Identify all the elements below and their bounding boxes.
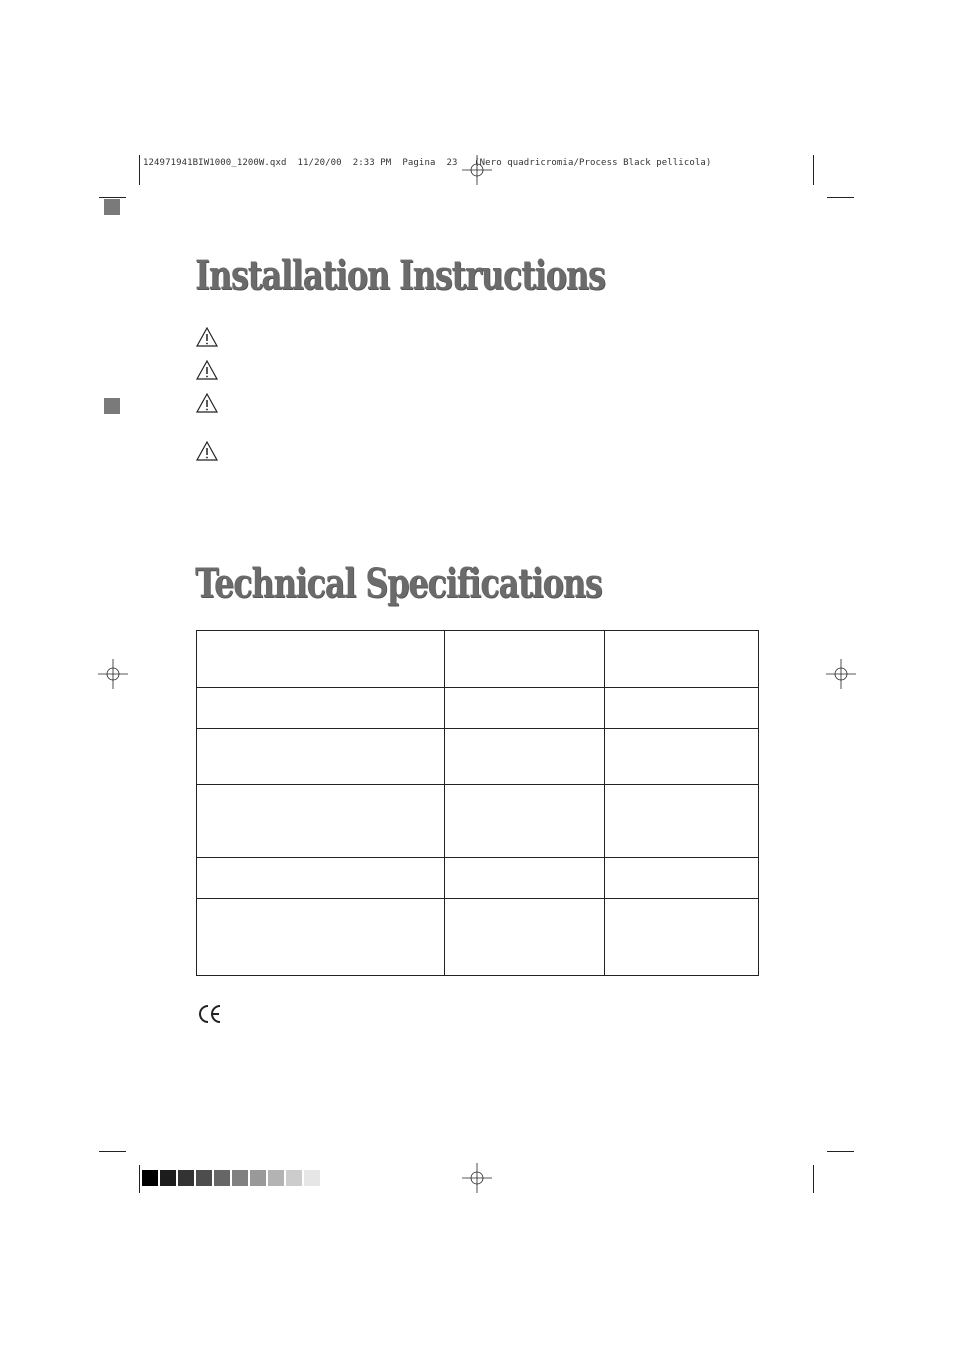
specifications-table bbox=[196, 630, 759, 976]
table-cell bbox=[445, 899, 605, 976]
registration-mark-icon bbox=[462, 1163, 492, 1193]
crop-mark-bottom-left-h bbox=[99, 1151, 126, 1152]
table-cell bbox=[605, 899, 759, 976]
table-cell bbox=[197, 899, 445, 976]
warning-triangle-icon bbox=[196, 327, 218, 347]
color-swatch bbox=[142, 1170, 158, 1186]
color-swatch bbox=[214, 1170, 230, 1186]
slug-line bbox=[143, 158, 711, 168]
color-swatch bbox=[268, 1170, 284, 1186]
page-marker-square bbox=[104, 398, 120, 414]
table-row bbox=[197, 899, 759, 976]
slug-color-info: (Nero quadricromia/Process Black pellicola) bbox=[474, 158, 712, 168]
ce-mark-icon bbox=[197, 1003, 223, 1025]
table-row bbox=[197, 631, 759, 688]
color-swatch bbox=[196, 1170, 212, 1186]
table-cell bbox=[197, 688, 445, 729]
table-cell bbox=[605, 858, 759, 899]
crop-mark-bottom-left bbox=[139, 1165, 140, 1193]
installation-heading: Installation Instructions bbox=[195, 252, 605, 299]
table-cell bbox=[197, 631, 445, 688]
color-swatch bbox=[160, 1170, 176, 1186]
table-cell bbox=[445, 858, 605, 899]
crop-mark-top-right bbox=[813, 155, 814, 185]
warning-triangle-icon bbox=[196, 393, 218, 413]
crop-mark-bottom-right bbox=[813, 1165, 814, 1193]
color-swatch bbox=[286, 1170, 302, 1186]
color-swatch bbox=[232, 1170, 248, 1186]
table-cell bbox=[197, 858, 445, 899]
table-row bbox=[197, 688, 759, 729]
warning-triangle-icon bbox=[196, 441, 218, 461]
table-cell bbox=[445, 688, 605, 729]
technical-specifications-heading: Technical Specifications bbox=[195, 560, 602, 607]
slug-file-info: 124971941BIW1000_1200W.qxd 11/20/00 2:33 PM Pagina 23 bbox=[143, 158, 458, 168]
color-swatch bbox=[178, 1170, 194, 1186]
table-row bbox=[197, 858, 759, 899]
table-row bbox=[197, 785, 759, 858]
table-cell bbox=[197, 785, 445, 858]
crop-mark-bottom-right-h bbox=[827, 1151, 854, 1152]
page-marker-square bbox=[104, 199, 120, 215]
table-cell bbox=[445, 729, 605, 785]
table-cell bbox=[605, 688, 759, 729]
table-cell bbox=[605, 631, 759, 688]
warning-triangle-icon bbox=[196, 360, 218, 380]
registration-mark-icon bbox=[98, 659, 128, 689]
crop-mark-top-left-h bbox=[99, 197, 126, 198]
color-swatch bbox=[250, 1170, 266, 1186]
table-cell bbox=[197, 729, 445, 785]
table-cell bbox=[445, 785, 605, 858]
table-cell bbox=[605, 729, 759, 785]
table-cell bbox=[605, 785, 759, 858]
table-row bbox=[197, 729, 759, 785]
color-swatch bbox=[304, 1170, 320, 1186]
table-cell bbox=[445, 631, 605, 688]
crop-mark-top-right-h bbox=[827, 197, 854, 198]
registration-mark-icon bbox=[826, 659, 856, 689]
registration-mark-icon bbox=[462, 155, 492, 185]
crop-mark-top-left bbox=[139, 155, 140, 185]
